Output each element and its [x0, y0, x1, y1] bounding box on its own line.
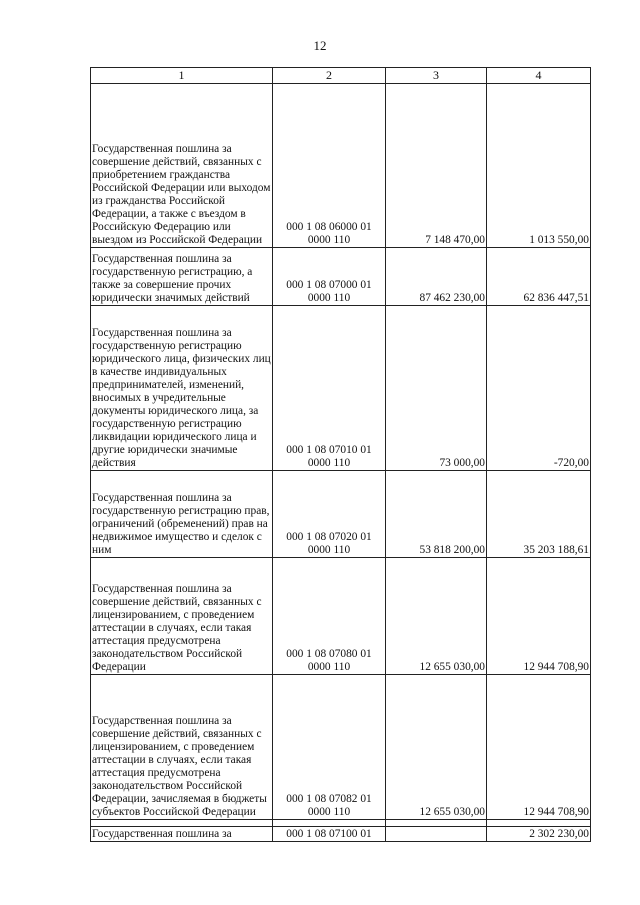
row-name: Государственная пошлина за	[91, 827, 273, 842]
header-col-2: 2	[273, 68, 386, 84]
row-name: Государственная пошлина за государственную регистрацию прав, ограничений (обременений) прав на недвижимое имущество и сделок с ним	[91, 471, 273, 558]
table-row	[91, 558, 591, 675]
header-col-3: 3	[386, 68, 487, 84]
table-row	[91, 471, 591, 558]
row-code: 000 1 08 07010 01 0000 110	[273, 306, 386, 471]
row-name: Государственная пошлина за совершение действий, связанных с лицензированием, с проведением аттестации в случаях, если такая аттестация предусмотрена законодательством Российской Федерации, зачисляемая в бюджеты субъектов Российской Федерации	[91, 675, 273, 820]
header-col-4: 4	[487, 68, 591, 84]
row-value-3: 7 148 470,00	[386, 84, 487, 248]
row-value-4: 12 944 708,90	[487, 675, 591, 820]
row-code: 000 1 08 07100 01	[273, 827, 386, 842]
header-col-1: 1	[91, 68, 273, 84]
table-row	[91, 248, 591, 306]
row-value-3	[386, 827, 487, 842]
row-value-3: 12 655 030,00	[386, 675, 487, 820]
row-code: 000 1 08 07080 01 0000 110	[273, 558, 386, 675]
row-value-4: 35 203 188,61	[487, 471, 591, 558]
table-gap-row	[91, 820, 591, 827]
budget-table	[90, 67, 591, 842]
gap-cell	[386, 820, 487, 827]
row-name: Государственная пошлина за совершение действий, связанных с приобретением гражданства Российской Федерации или выходом из гражданства Российской Федерации, а также с въездом в Российскую Федерацию или выездом из Российской Федерации	[91, 84, 273, 248]
row-value-4: 2 302 230,00	[487, 827, 591, 842]
gap-cell	[487, 820, 591, 827]
row-code: 000 1 08 06000 01 0000 110	[273, 84, 386, 248]
page-number: 12	[313, 38, 327, 53]
table-header	[91, 68, 591, 84]
header-row	[91, 68, 591, 84]
table-row	[91, 306, 591, 471]
gap-cell	[91, 820, 273, 827]
table-row	[91, 827, 591, 842]
row-name: Государственная пошлина за государственную регистрацию юридического лица, физических лиц в качестве индивидуальных предпринимателей, изменений, вносимых в учредительные документы юридического лица, за государственную регистрацию ликвидации юридического лица и другие юридически значимые действия	[91, 306, 273, 471]
table-row	[91, 84, 591, 248]
row-name: Государственная пошлина за совершение действий, связанных с лицензированием, с проведением аттестации в случаях, если такая аттестация предусмотрена законодательством Российской Федерации	[91, 558, 273, 675]
row-value-3: 73 000,00	[386, 306, 487, 471]
row-value-3: 12 655 030,00	[386, 558, 487, 675]
table-body	[91, 84, 591, 842]
row-value-4: 12 944 708,90	[487, 558, 591, 675]
row-value-4: 62 836 447,51	[487, 248, 591, 306]
row-value-4: 1 013 550,00	[487, 84, 591, 248]
row-value-3: 53 818 200,00	[386, 471, 487, 558]
row-code: 000 1 08 07082 01 0000 110	[273, 675, 386, 820]
row-code: 000 1 08 07020 01 0000 110	[273, 471, 386, 558]
row-value-3: 87 462 230,00	[386, 248, 487, 306]
row-value-4: -720,00	[487, 306, 591, 471]
gap-cell	[273, 820, 386, 827]
row-name: Государственная пошлина за государственную регистрацию, а также за совершение прочих юридически значимых действий	[91, 248, 273, 306]
table-row	[91, 675, 591, 820]
row-code: 000 1 08 07000 01 0000 110	[273, 248, 386, 306]
